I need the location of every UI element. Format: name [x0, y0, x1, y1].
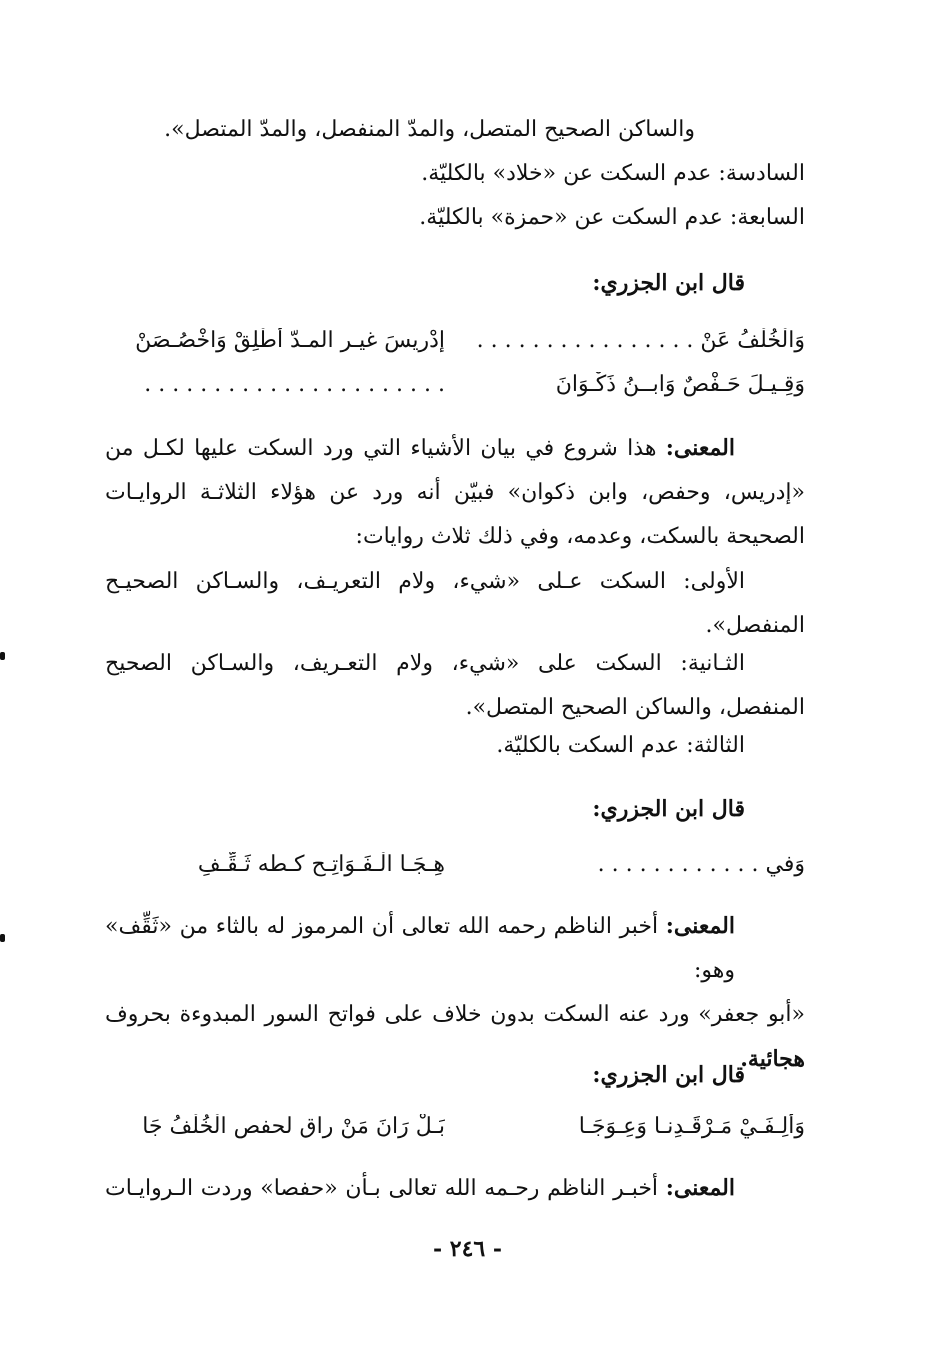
verse-1-line-1-first-hemistich: وَالْخُلْفُ عَنْ . . . . . . . . . . . . . . . . — [476, 328, 805, 353]
narration-second-line-2: المنفصل، والساكن الصحيح المتصل». — [465, 695, 805, 720]
narration-third-line: الثالثة: عدم السكت بالكليّة. — [496, 733, 745, 758]
margin-mark — [0, 934, 5, 942]
meaning-2-line-3: هجائية. — [740, 1046, 805, 1072]
margin-mark — [0, 652, 5, 660]
narration-second-line-1: الثـانية: السكت على «شيء، ولام التعـريف، والسـاكن الصحيح — [105, 651, 745, 676]
verse-1-line-2 — [105, 372, 805, 412]
meaning-1-line-1: المعنى: هذا شروع في بيان الأشياء التي ورد السكت عليها لكـل من — [105, 435, 735, 461]
page-number: - ٢٤٦ - — [432, 1236, 503, 1262]
section-heading-1: قال ابن الجزري: — [592, 270, 745, 296]
meaning-1-paragraph — [105, 426, 805, 559]
verse-2-first-hemistich: وَفي . . . . . . . . . . . . — [597, 852, 805, 877]
verse-3-line — [105, 1114, 805, 1154]
section-heading-3: قال ابن الجزري: — [592, 1062, 745, 1088]
narration-first-line-2: المنفصل». — [705, 613, 805, 638]
meaning-label: المعنى: — [665, 913, 735, 939]
verse-1-line-2-second-hemistich: . . . . . . . . . . . . . . . . . . . . . . — [144, 372, 445, 397]
verse-2-line — [105, 852, 805, 892]
meaning-2-line-1: المعنى: أخبر الناظم رحمه الله تعالى أن المرموز له بالثاء من «ثَقِّف» وهو: — [105, 913, 735, 983]
meaning-1-line-3: الصحيحة بالسكت، وعدمه، وفي ذلك ثلاث روايات: — [355, 524, 805, 549]
narration-third — [105, 724, 805, 768]
verse-3-second-hemistich: بَـلْ رَانَ مَنْ راق لحفص الْخُلْفُ جَا — [142, 1114, 445, 1139]
verse-2-second-hemistich: هِـجَـا الْـفَـوَاتِـح كـطه ثَـقِّـفِ — [197, 852, 445, 877]
verse-1-line-1-second-hemistich: إِدْرِيسَ غيـر المـدّ أَطْلِقْ وَاخْصُـصَنْ — [135, 328, 445, 353]
meaning-2-paragraph — [105, 904, 805, 1081]
narration-first-line-1: الأولى: السكت عـلى «شيء، ولام التعريـف، والسـاكن الصحيـح — [105, 569, 745, 594]
verse-1-line-1 — [105, 328, 805, 368]
meaning-1-line-2: «إدريس، وحفص، وابن ذكوان» فبيّن أنه ورد عن هؤلاء الثلاثـة الروايـات — [105, 480, 805, 505]
intro-block — [105, 108, 805, 240]
meaning-label: المعنى: — [665, 1175, 735, 1201]
intro-line-1: والساكن الصحيح المتصل، والمدّ المنفصل، والمدّ المتصل». — [164, 117, 695, 142]
section-heading-2: قال ابن الجزري: — [592, 796, 745, 822]
narration-first — [105, 560, 805, 648]
meaning-label: المعنى: — [665, 435, 735, 461]
meaning-3-paragraph — [105, 1166, 805, 1211]
verse-1-line-2-first-hemistich: وَقِـيـلَ حَـفْصٌ وَابــنُ ذَكْـوَانَ — [555, 372, 805, 397]
narration-second — [105, 642, 805, 730]
meaning-2-line-2: «أبو جعفر» ورد عنه السكت بدون خلاف على فواتح السور المبدوءة بحروف — [105, 1002, 805, 1027]
intro-line-3: السابعة: عدم السكت عن «حمزة» بالكليّة. — [419, 205, 805, 230]
intro-line-2: السادسة: عدم السكت عن «خلاد» بالكليّة. — [421, 161, 805, 186]
verse-3-first-hemistich: وَأَلِـفَـيْ مَـرْقَـدِنـا وَعِـوَجَـا — [578, 1114, 805, 1139]
meaning-3-line-1: المعنى: أخبـر الناظم رحـمه الله تعالى بـأن «حفصا» وردت الـروايـات — [105, 1175, 735, 1201]
